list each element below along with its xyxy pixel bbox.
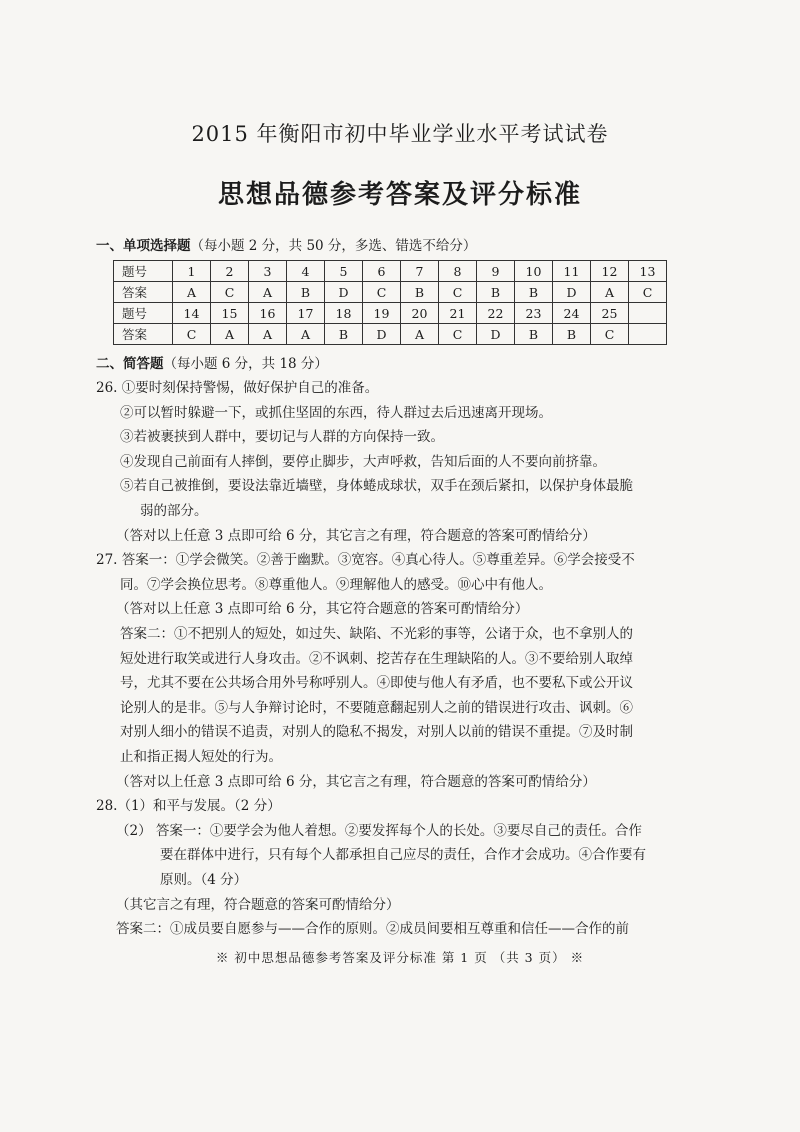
section2-note: （每小题 6 分，共 18 分） [163, 356, 328, 372]
answer-table-cell: D [553, 282, 591, 303]
q27-line-8: 止和指正揭人短处的行为。 [120, 749, 282, 765]
q27-line-6: 论别人的是非。⑤与人争辩讨论时，不要随意翻起别人之前的错误进行攻击、讽刺。⑥ [120, 699, 633, 716]
answer-table-cell: B [515, 282, 553, 303]
answer-table-cell: A [287, 324, 325, 345]
q26-line-2: ②可以暂时躲避一下，或抓住坚固的东西，待人群过去后迅速离开现场。 [120, 404, 552, 421]
q28-line-4: 原则。（4 分） [160, 872, 248, 888]
answer-table-cell: B [515, 324, 553, 345]
answer-table-cell: C [211, 282, 249, 303]
q27-line-4: 短处进行取笑或进行人身攻击。②不讽刺、挖苦存在生理缺陷的人。③不要给别人取绰 [120, 650, 633, 667]
answer-table-cell: D [325, 282, 363, 303]
answer-table-cell: 题号 [114, 261, 173, 282]
answer-table-cell: 答案 [114, 282, 173, 303]
answer-table-cell: A [249, 282, 287, 303]
answer-table-cell: C [439, 282, 477, 303]
page-footer: ※ 初中思想品德参考答案及评分标准 第 1 页 （共 3 页） ※ [215, 949, 585, 965]
answer-table-cell: C [629, 282, 667, 303]
q27-line-2: 同。⑦学会换位思考。⑧尊重他人。⑨理解他人的感受。⑩心中有他人。 [120, 576, 552, 593]
answer-table-cell: 2 [211, 261, 249, 282]
section1-heading: 一、单项选择题 [96, 238, 191, 254]
answer-table-cell: 24 [553, 303, 591, 324]
q28-scoring-note: （其它言之有理，符合题意的答案可酌情给分） [116, 896, 400, 913]
answer-table [113, 260, 667, 345]
q26-line-1: 26. ①要时刻保持警惕，做好保护自己的准备。 [96, 380, 379, 396]
answer-table-cell: C [591, 324, 629, 345]
answer-table-cell: 14 [173, 303, 211, 324]
answer-table-cell: 13 [629, 261, 667, 282]
q27-line-7: 对别人细小的错误不追责，对别人的隐私不揭发，对别人以前的错误不重提。⑦及时制 [120, 724, 633, 741]
answer-table-cell: 8 [439, 261, 477, 282]
answer-table-cell: 12 [591, 261, 629, 282]
answer-table-cell: A [173, 282, 211, 303]
q26-line-5: ⑤若自己被推倒，要设法靠近墙壁，身体蜷成球状，双手在颈后紧扣，以保护身体最脆 [120, 478, 633, 495]
answer-table-cell: 6 [363, 261, 401, 282]
q26-line-4: ④发现自己前面有人摔倒，要停止脚步，大声呼救，告知后面的人不要向前挤靠。 [120, 453, 606, 470]
answer-table-cell: 19 [363, 303, 401, 324]
q28-line-3: 要在群体中进行，只有每个人都承担自己应尽的责任，合作才会成功。④合作要有 [160, 847, 646, 864]
answer-table-cell: 15 [211, 303, 249, 324]
answer-table-cell: 3 [249, 261, 287, 282]
answer-table-row [114, 282, 667, 303]
answer-table-cell: 1 [173, 261, 211, 282]
answer-table-row [114, 261, 667, 282]
q28-answer2-line: 答案二：①成员要自愿参与——合作的原则。②成员间要相互尊重和信任——合作的前 [116, 921, 629, 938]
q27-line-1: 27. 答案一：①学会微笑。②善于幽默。③宽容。④真心待人。⑤尊重差异。⑥学会接受不 [96, 552, 635, 569]
answer-table-row [114, 303, 667, 324]
answer-table-cell [629, 303, 667, 324]
answer-table-cell: 16 [249, 303, 287, 324]
q28-line-2: （2） 答案一：①要学会为他人着想。②要发挥每个人的长处。③要尽自己的责任。合作 [116, 822, 642, 839]
answer-table-cell: B [325, 324, 363, 345]
answer-table-cell: B [401, 282, 439, 303]
section2-header [96, 352, 328, 372]
answer-table-cell: 25 [591, 303, 629, 324]
q27-line-5: 号，尤其不要在公共场合用外号称呼别人。④即使与他人有矛盾，也不要私下或公开议 [120, 675, 633, 692]
answer-table-cell: 7 [401, 261, 439, 282]
answer-table-cell: 18 [325, 303, 363, 324]
q27-scoring-note-2: （答对以上任意 3 点即可给 6 分，其它言之有理，符合题意的答案可酌情给分） [116, 773, 596, 790]
answer-table-cell: 21 [439, 303, 477, 324]
answer-table-cell: 23 [515, 303, 553, 324]
answer-table-cell: 10 [515, 261, 553, 282]
q26-scoring-note: （答对以上任意 3 点即可给 6 分，其它言之有理，符合题意的答案可酌情给分） [116, 527, 596, 544]
answer-table-cell: 17 [287, 303, 325, 324]
answer-table-cell: B [553, 324, 591, 345]
section1-note: （每小题 2 分，共 50 分，多选、错选不给分） [190, 238, 477, 254]
answer-table-cell: 答案 [114, 324, 173, 345]
q27-line-3: 答案二：①不把别人的短处，如过失、缺陷、不光彩的事等，公诸于众，也不拿别人的 [120, 626, 633, 642]
answer-table-cell: 9 [477, 261, 515, 282]
q27-scoring-note-1: （答对以上任意 3 点即可给 6 分，其它符合题意的答案可酌情给分） [116, 601, 529, 618]
q28-line-1: 28.（1）和平与发展。（2 分） [96, 798, 281, 815]
section1-header [96, 234, 476, 254]
document-title: 2015 年衡阳市初中毕业学业水平考试试卷 [191, 122, 609, 146]
answer-table-cell: 22 [477, 303, 515, 324]
answer-table-cell: 11 [553, 261, 591, 282]
answer-table-cell: A [249, 324, 287, 345]
answer-table-cell: D [477, 324, 515, 345]
q26-line-6: 弱的部分。 [140, 503, 208, 519]
answer-table-cell: D [363, 324, 401, 345]
answer-table-cell: B [287, 282, 325, 303]
answer-table-row [114, 324, 667, 345]
answer-table-cell: C [439, 324, 477, 345]
answer-table-cell: 20 [401, 303, 439, 324]
answer-table-cell: 5 [325, 261, 363, 282]
answer-table-cell: 4 [287, 261, 325, 282]
answer-table-cell: A [211, 324, 249, 345]
answer-table-cell: C [173, 324, 211, 345]
document-subtitle: 思想品德参考答案及评分标准 [217, 180, 582, 210]
answer-table-cell: C [363, 282, 401, 303]
answer-table-cell: A [401, 324, 439, 345]
answer-table-cell: 题号 [114, 303, 173, 324]
section2-heading: 二、简答题 [96, 356, 164, 372]
answer-table-cell: B [477, 282, 515, 303]
q26-line-3: ③若被裹挟到人群中，要切记与人群的方向保持一致。 [120, 429, 444, 446]
answer-table-cell: A [591, 282, 629, 303]
answer-table-cell [629, 324, 667, 345]
